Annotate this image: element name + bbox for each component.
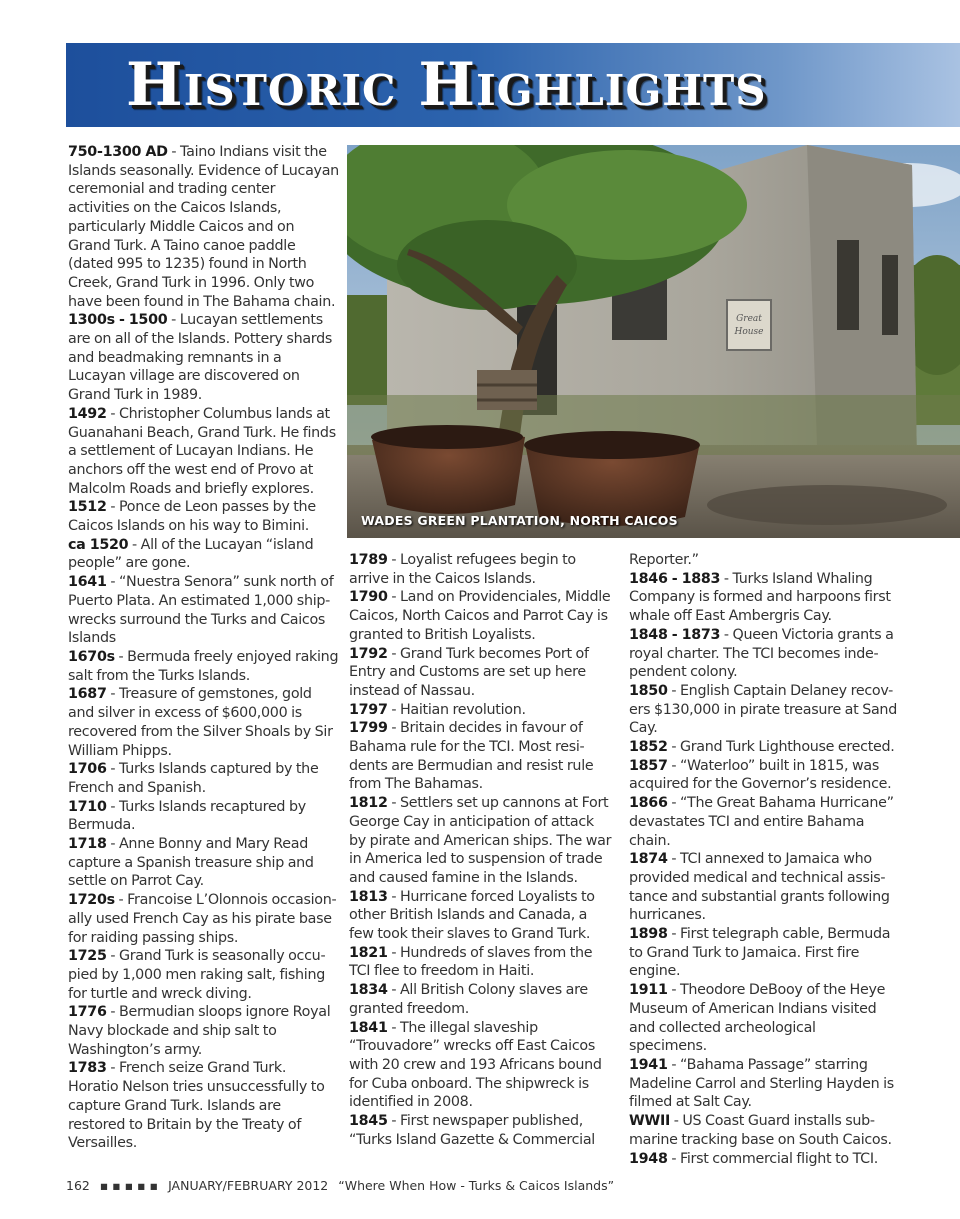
entry-text: Grand Turk is seasonally occu-pied by 1,000 men raking salt, fishing for turtle and wreck diving. (68, 948, 326, 1002)
entry-text: Haitian revolution. (399, 701, 526, 718)
entry-year: ca 1520 (68, 536, 129, 553)
timeline-entry: ca 1520 - All of the Lucayan “island people” are gone. (68, 536, 314, 572)
entry-text: French seize Grand Turk. Horatio Nelson tries unsuccessfully to capture Grand Turk. Islands are restored to Britain by the Treaty of Versailles. (68, 1060, 325, 1152)
timeline-entry: 1797 - Haitian revolution. (349, 701, 526, 718)
entry-text: Grand Turk Lighthouse erected. (679, 739, 895, 756)
entry-text: All British Colony slaves are granted freedom. (349, 982, 588, 1017)
entry-year: 1848 - 1873 (629, 626, 721, 643)
entry-text: First telegraph cable, Bermuda to Grand Turk to Jamaica. First fire engine. (629, 926, 891, 980)
entry-text: “The Great Bahama Hurricane” devastates TCI and entire Bahama chain. (629, 795, 894, 849)
entry-year: 1845 (349, 1113, 388, 1130)
timeline-entry: 1848 - 1873 - Queen Victoria grants a royal charter. The TCI becomes inde-pendent colony. (629, 626, 894, 681)
timeline-entry: 1813 - Hurricane forced Loyalists to other British Islands and Canada, a few took their slaves to Grand Turk. (349, 888, 595, 943)
entry-text: Loyalist refugees begin to arrive in the Caicos Islands. (349, 552, 576, 587)
entry-year: 1790 (349, 589, 388, 606)
footer-dots: ▪ ▪ ▪ ▪ ▪ (99, 1178, 159, 1193)
entry-year: 1776 (68, 1004, 107, 1021)
entry-text: Theodore DeBooy of the Heye Museum of American Indians visited and collected archeological specimens. (629, 982, 886, 1055)
timeline-entry: 1706 - Turks Islands captured by the French and Spanish. (68, 761, 319, 796)
entry-year: 1948 (629, 1150, 668, 1167)
entry-year: 1941 (629, 1056, 668, 1073)
timeline-entry: 1866 - “The Great Bahama Hurricane” devastates TCI and entire Bahama chain. (629, 795, 894, 849)
entry-year: 1866 (629, 795, 668, 812)
plantation-photo (347, 145, 960, 538)
entry-year: 1874 (629, 851, 668, 868)
timeline-entry: 1790 - Land on Providenciales, Middle Caicos, North Caicos and Parrot Cay is granted to British Loyalists. (349, 589, 611, 643)
title-banner (66, 43, 960, 127)
timeline-entry: 1845 - First newspaper published, “Turks Island Gazette & Commercial (349, 1113, 595, 1148)
page-number: 162 (66, 1178, 90, 1193)
timeline-entry: 1783 - French seize Grand Turk. Horatio Nelson tries unsuccessfully to capture Grand Turk. Islands are restored to Britain by the Treaty of Versailles. (68, 1060, 325, 1152)
timeline-entry: 1857 - “Waterloo” built in 1815, was acquired for the Governor’s residence. (629, 757, 892, 793)
entry-year: 1852 (629, 739, 668, 756)
entry-text: Britain decides in favour of Bahama rule for the TCI. Most resi-dents are Bermudian and resist rule from The Bahamas. (349, 720, 594, 793)
entry-year: 1687 (68, 686, 107, 703)
entry-year: 1789 (349, 552, 388, 568)
entry-text: English Captain Delaney recov-ers $130,000 in pirate treasure at Sand Cay. (629, 682, 897, 737)
entry-year: 1813 (349, 888, 388, 905)
entry-text: Bermuda freely enjoyed raking salt from the Turks Islands. (68, 648, 339, 684)
timeline-entry: 1792 - Grand Turk becomes Port of Entry and Customs are set up here instead of Nassau. (349, 645, 589, 699)
entry-text: “Bahama Passage” starring Madeline Carrol and Sterling Hayden is filmed at Salt Cay. (629, 1056, 894, 1111)
timeline-entry: 1948 - First commercial flight to TCI. (629, 1150, 879, 1167)
timeline-entry: 1841 - The illegal slaveship “Trouvadore” wrecks off East Caicos with 20 crew and 193 Africans bound for Cuba onboard. The shipwreck is identified in 2008. (349, 1019, 602, 1111)
entry-year: 1911 (629, 982, 668, 999)
entry-text: Christopher Columbus lands at Guanahani Beach, Grand Turk. He finds a settlement of Lucayan Indians. He anchors off the west end of Provo at Malcolm Roads and briefly explores. (68, 405, 336, 497)
timeline-entry: 1898 - First telegraph cable, Bermuda to Grand Turk to Jamaica. First fire engine. (629, 926, 891, 980)
entry-text: Treasure of gemstones, gold and silver in excess of $600,000 is recovered from the Silver Shoals by Sir William Phipps. (68, 686, 333, 759)
timeline-entry: 1799 - Britain decides in favour of Bahama rule for the TCI. Most resi-dents are Bermudian and resist rule from The Bahamas. (349, 720, 594, 793)
entry-year: 1799 (349, 720, 388, 737)
timeline-column-1 (68, 143, 340, 1153)
entry-year: 1710 (68, 798, 107, 815)
entry-text: Land on Providenciales, Middle Caicos, North Caicos and Parrot Cay is granted to British Loyalists. (349, 589, 611, 643)
timeline-entry: 1512 - Ponce de Leon passes by the Caicos Islands on his way to Bimini. (68, 499, 316, 535)
sign-text-line2: House (734, 327, 764, 337)
entry-text: “Nuestra Senora” sunk north of Puerto Plata. An estimated 1,000 ship-wrecks surround the Turks and Caicos Islands (68, 574, 334, 647)
timeline-entry: 1300s - 1500 - Lucayan settlements are on all of the Islands. Pottery shards and beadmaking remnants in a Lucayan village are discovered on Grand Turk in 1989. (68, 312, 333, 404)
timeline-entry: 1670s - Bermuda freely enjoyed raking salt from the Turks Islands. (68, 648, 339, 684)
page-footer (66, 1178, 946, 1193)
entry-year: 1720s (68, 892, 115, 909)
entry-year: 1846 - 1883 (629, 570, 721, 587)
entry-text: First commercial flight to TCI. (679, 1150, 879, 1167)
entry-year: 1898 (629, 926, 668, 943)
entry-text: First newspaper published, “Turks Island Gazette & Commercial (349, 1113, 595, 1148)
timeline-entry: 1687 - Treasure of gemstones, gold and silver in excess of $600,000 is recovered from the Silver Shoals by Sir William Phipps. (68, 686, 333, 759)
entry-year: 1641 (68, 574, 107, 591)
timeline-entry: 1850 - English Captain Delaney recov-ers $130,000 in pirate treasure at Sand Cay. (629, 682, 897, 737)
timeline-entry: 1911 - Theodore DeBooy of the Heye Museum of American Indians visited and collected archeological specimens. (629, 982, 886, 1055)
timeline-column-3 (629, 551, 897, 1168)
entry-year: 1512 (68, 499, 107, 516)
entry-text: Ponce de Leon passes by the Caicos Islands on his way to Bimini. (68, 499, 316, 535)
entry-year: 1783 (68, 1060, 107, 1077)
entry-text: Turks Island Whaling Company is formed and harpoons first whale off East Ambergris Cay. (629, 570, 891, 625)
entry-text: Bermudian sloops ignore Royal Navy blockade and ship salt to Washington’s army. (68, 1004, 331, 1058)
entry-year: 1850 (629, 682, 668, 699)
timeline-entry: WWII - US Coast Guard installs sub-marine tracking base on South Caicos. (629, 1113, 892, 1148)
entry-text: “Waterloo” built in 1815, was acquired for the Governor’s residence. (629, 757, 892, 793)
timeline-entry: 1492 - Christopher Columbus lands at Guanahani Beach, Grand Turk. He finds a settlement of Lucayan Indians. He anchors off the west end of Provo at Malcolm Roads and briefly explores. (68, 405, 336, 497)
entry-year: 1492 (68, 405, 107, 422)
entry-text: TCI annexed to Jamaica who provided medical and technical assis-tance and substantial grants following hurricanes. (629, 851, 890, 924)
publication-name: “Where When How - Turks & Caicos Islands” (338, 1178, 615, 1193)
entry-year: 1300s - 1500 (68, 312, 168, 329)
timeline-entry: 750-1300 AD - Taino Indians visit the Islands seasonally. Evidence of Lucayan ceremonial and trading center activities on the Caicos Islands, particularly Middle Caicos and on Grand Turk. A Taino canoe paddle (dated 995 to 1235) found in North Creek, Grand Turk in 1996. Only two have been found in The Bahama chain. (68, 144, 339, 310)
entry-text: US Coast Guard installs sub-marine tracking base on South Caicos. (629, 1113, 892, 1148)
entry-text: Grand Turk becomes Port of Entry and Customs are set up here instead of Nassau. (349, 645, 589, 699)
entry-year: 1725 (68, 948, 107, 965)
page-title: Historic Highlights (126, 50, 767, 120)
timeline-entry: 1710 - Turks Islands recaptured by Bermuda. (68, 798, 306, 834)
entry-text: Hundreds of slaves from the TCI flee to freedom in Haiti. (349, 944, 593, 980)
entry-text: Turks Islands recaptured by Bermuda. (68, 798, 306, 834)
entry-text: The illegal slaveship “Trouvadore” wrecks off East Caicos with 20 crew and 193 Africans bound for Cuba onboard. The shipwreck is identified in 2008. (349, 1019, 602, 1111)
entry-year: 1812 (349, 795, 388, 812)
timeline-entry: 1821 - Hundreds of slaves from the TCI flee to freedom in Haiti. (349, 944, 593, 980)
entry-year: 1670s (68, 648, 115, 665)
entry-text: Settlers set up cannons at Fort George Cay in anticipation of attack by pirate and American ships. The war in America led to suspension of trade and caused famine in the Islands. (349, 795, 612, 886)
entry-year: 1857 (629, 757, 668, 774)
timeline-entry: 1776 - Bermudian sloops ignore Royal Navy blockade and ship salt to Washington’s army. (68, 1004, 331, 1058)
photo-caption: WADES GREEN PLANTATION, NORTH CAICOS (361, 513, 678, 528)
issue-date: JANUARY/FEBRUARY 2012 (168, 1178, 329, 1193)
timeline-entry (629, 551, 897, 570)
timeline-entry: 1641 - “Nuestra Senora” sunk north of Puerto Plata. An estimated 1,000 ship-wrecks surround the Turks and Caicos Islands (68, 574, 334, 647)
entry-year: WWII (629, 1113, 670, 1130)
entry-text: All of the Lucayan “island people” are gone. (68, 536, 314, 572)
timeline-entry: 1718 - Anne Bonny and Mary Read capture a Spanish treasure ship and settle on Parrot Cay. (68, 836, 314, 890)
entry-year: 750-1300 AD (68, 144, 168, 160)
timeline-entry: 1789 - Loyalist refugees begin to arrive in the Caicos Islands. (349, 552, 576, 587)
entry-year: 1797 (349, 701, 388, 718)
entry-text: Lucayan settlements are on all of the Islands. Pottery shards and beadmaking remnants in a Lucayan village are discovered on Grand Turk in 1989. (68, 312, 333, 404)
timeline-entry: 1725 - Grand Turk is seasonally occu-pied by 1,000 men raking salt, fishing for turtle and wreck diving. (68, 948, 326, 1002)
entry-text: Hurricane forced Loyalists to other British Islands and Canada, a few took their slaves to Grand Turk. (349, 888, 595, 943)
entry-year: 1834 (349, 982, 388, 999)
timeline-entry: 1941 - “Bahama Passage” starring Madeline Carrol and Sterling Hayden is filmed at Salt Cay. (629, 1056, 894, 1111)
timeline-entry: 1846 - 1883 - Turks Island Whaling Company is formed and harpoons first whale off East Ambergris Cay. (629, 570, 891, 625)
entry-year: 1821 (349, 944, 388, 961)
timeline-entry: 1812 - Settlers set up cannons at Fort George Cay in anticipation of attack by pirate and American ships. The war in America led to suspension of trade and caused famine in the Islands. (349, 795, 612, 886)
plantation-ruins-image (347, 145, 960, 538)
entry-year: 1706 (68, 761, 107, 778)
entry-text: Taino Indians visit the Islands seasonally. Evidence of Lucayan ceremonial and trading center activities on the Caicos Islands, particularly Middle Caicos and on Grand Turk. A Taino canoe paddle (dated 995 to 1235) found in North Creek, Grand Turk in 1996. Only two have been found in The Bahama chain. (68, 144, 339, 310)
entry-text: Francoise L’Olonnois occasion-ally used French Cay as his pirate base for raiding passing ships. (68, 892, 337, 946)
timeline-entry: 1834 - All British Colony slaves are granted freedom. (349, 982, 588, 1017)
entry-year: 1718 (68, 836, 107, 853)
entry-text: Queen Victoria grants a royal charter. The TCI becomes inde-pendent colony. (629, 626, 894, 681)
sign-text-line1: Great (736, 314, 762, 324)
entry-text: Turks Islands captured by the French and Spanish. (68, 761, 319, 796)
timeline-entry: 1720s - Francoise L’Olonnois occasion-ally used French Cay as his pirate base for raiding passing ships. (68, 892, 337, 946)
entry-year: 1841 (349, 1019, 388, 1036)
entry-year: 1792 (349, 645, 388, 662)
timeline-entry: 1874 - TCI annexed to Jamaica who provided medical and technical assis-tance and substantial grants following hurricanes. (629, 851, 890, 924)
timeline-column-2 (349, 551, 614, 1150)
entry-text: Reporter.” (629, 552, 699, 568)
timeline-entry: 1852 - Grand Turk Lighthouse erected. (629, 739, 895, 756)
entry-text: Anne Bonny and Mary Read capture a Spanish treasure ship and settle on Parrot Cay. (68, 836, 314, 890)
